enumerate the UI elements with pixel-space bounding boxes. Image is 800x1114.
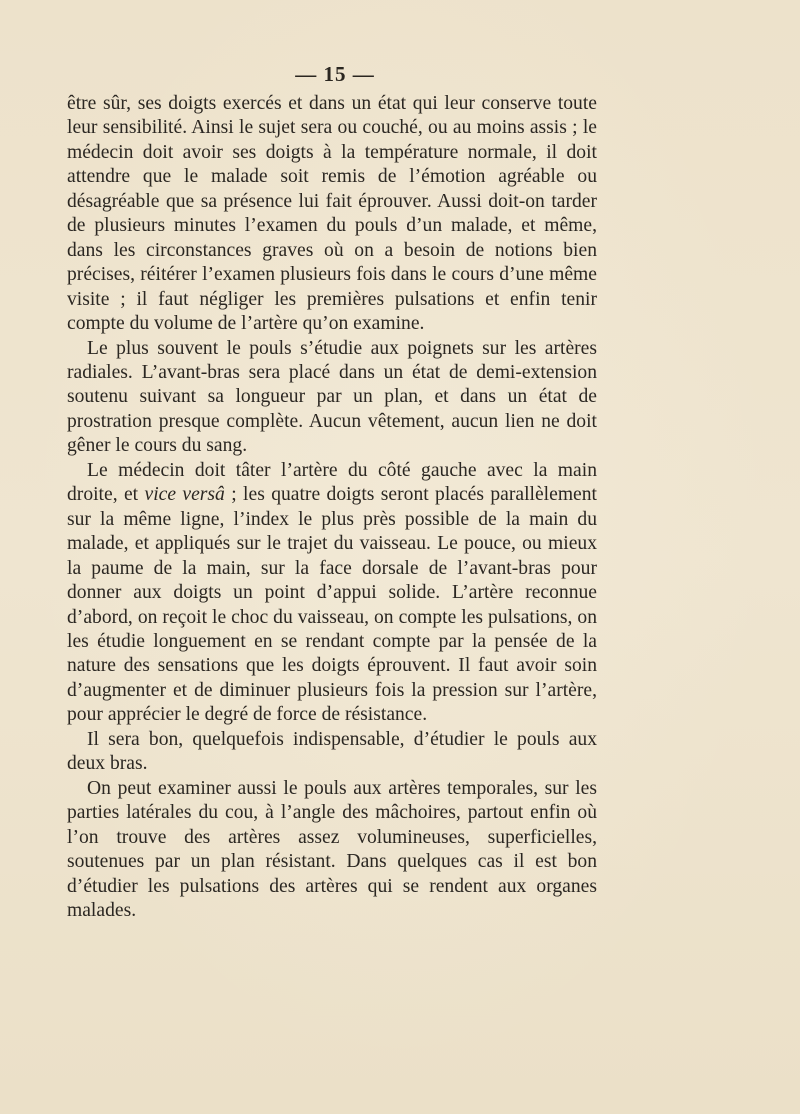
paragraph-text: Le plus souvent le pouls s’étudie aux poignets sur les artères radiales. L’avant-bras sera placé dans un état de demi-extension soutenu suivant sa longueur par un plan, et dans un état de prostration presque complète. Aucun vêtement, aucun lien ne doit gêner le cours du sang. <box>67 337 597 457</box>
paragraph-text: Le médecin doit tâter l’artère du côté gauche avec la main droite, et <box>67 459 597 506</box>
paragraph <box>67 459 597 728</box>
paragraph-text: ; les quatre doigts seront placés parallèlement sur la même ligne, l’index le plus près possible de la main du malade, et appliqués sur le trajet du vaisseau. Le pouce, ou mieux la paume de la main, sur la face dorsale de l’avant-bras pour donner aux doigts un point d’appui solide. L’artère reconnue d’abord, on reçoit le choc du vaisseau, on compte les pulsations, on les étudie longuement en se rendant compte par la pensée de la nature des sensations que les doigts éprouvent. Il faut avoir soin d’augmenter et de diminuer plusieurs fois la pression sur l’artère, pour apprécier le degré de force de résistance. <box>67 484 597 726</box>
paragraph-text: être sûr, ses doigts exercés et dans un état qui leur conserve toute leur sensibilité. Ainsi le sujet sera ou couché, ou au moins assis ; le médecin doit avoir ses doigts à la température normale, il doit attendre que le malade soit remis de l’émotion agréable ou désagréable que sa présence lui fait éprouver. Aussi doit-on tarder de plusieurs minutes l’examen du pouls d’un malade, et même, dans les circonstances graves où on a besoin de notions bien précises, réitérer l’examen plusieurs fois dans le cours d’une même visite ; il faut négliger les premières pulsations et enfin tenir compte du volume de l’artère qu’on examine. <box>67 93 597 335</box>
paragraph <box>67 92 597 337</box>
paragraph <box>67 777 597 924</box>
paragraph-text: Il sera bon, quelquefois indispensable, d’étudier le pouls aux deux bras. <box>67 728 597 775</box>
paragraph <box>67 728 597 777</box>
body-text <box>67 92 597 923</box>
paragraph <box>67 337 597 459</box>
page-number: — 15 — <box>295 62 375 86</box>
italic-phrase: vice versâ <box>144 484 225 506</box>
paragraph-text: On peut examiner aussi le pouls aux artères temporales, sur les parties latérales du cou, à l’angle des mâchoires, partout enfin où l’on trouve des artères assez volumineuses, superficielles, soutenues par un plan résistant. Dans quelques cas il est bon d’étudier les pulsations des artères qui se rendent aux organes malades. <box>67 777 597 921</box>
